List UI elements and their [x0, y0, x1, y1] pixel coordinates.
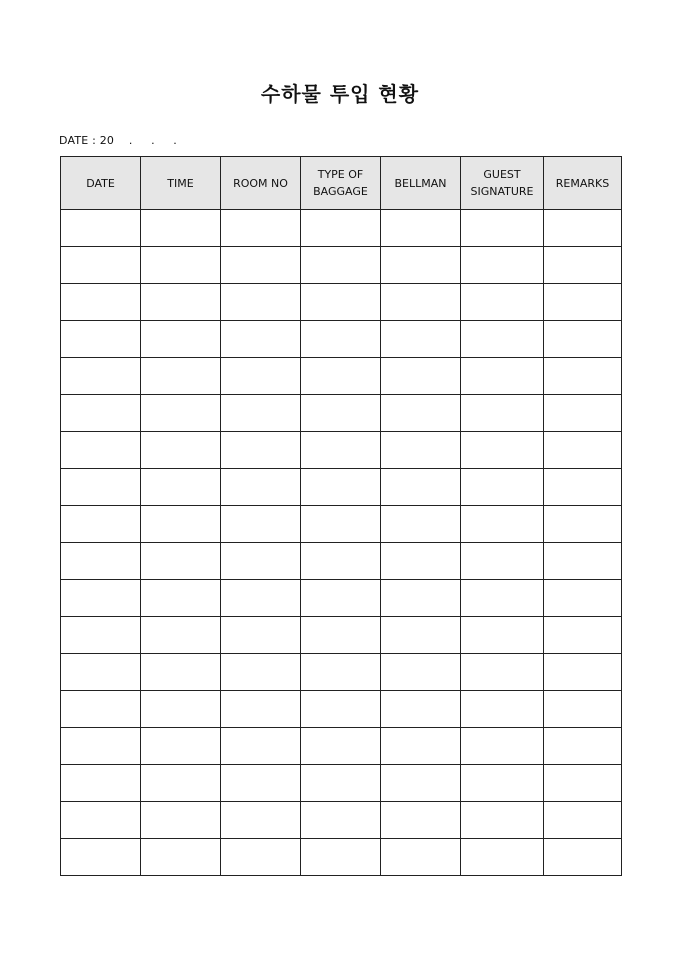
table-cell[interactable]: [301, 839, 381, 876]
table-cell[interactable]: [61, 802, 141, 839]
table-row: [61, 432, 622, 469]
table-cell[interactable]: [544, 506, 622, 543]
table-cell[interactable]: [221, 839, 301, 876]
table-cell[interactable]: [301, 210, 381, 247]
table-cell[interactable]: [221, 210, 301, 247]
table-cell[interactable]: [221, 506, 301, 543]
table-row: [61, 691, 622, 728]
table-cell[interactable]: [381, 580, 461, 617]
table-row: [61, 802, 622, 839]
table-cell[interactable]: [141, 617, 221, 654]
column-header-remarks: REMARKS: [544, 157, 622, 210]
table-cell[interactable]: [221, 247, 301, 284]
table-row: [61, 284, 622, 321]
table-cell[interactable]: [381, 691, 461, 728]
table-cell[interactable]: [221, 395, 301, 432]
table-cell[interactable]: [141, 765, 221, 802]
table-cell[interactable]: [141, 395, 221, 432]
column-header-guest-signature: GUEST SIGNATURE: [461, 157, 544, 210]
table-cell[interactable]: [461, 617, 544, 654]
table-row: [61, 395, 622, 432]
table-cell[interactable]: [461, 247, 544, 284]
table-cell[interactable]: [544, 469, 622, 506]
baggage-table: [60, 156, 622, 876]
table-row: [61, 654, 622, 691]
table-cell[interactable]: [301, 654, 381, 691]
table-cell[interactable]: [221, 321, 301, 358]
table-cell[interactable]: [221, 469, 301, 506]
table-cell[interactable]: [61, 543, 141, 580]
table-body: [61, 210, 622, 876]
table-cell[interactable]: [544, 432, 622, 469]
table-cell[interactable]: [141, 839, 221, 876]
table-row: [61, 839, 622, 876]
table-cell[interactable]: [61, 506, 141, 543]
table-cell[interactable]: [61, 617, 141, 654]
table-cell[interactable]: [544, 284, 622, 321]
table-cell[interactable]: [461, 839, 544, 876]
table-cell[interactable]: [461, 321, 544, 358]
table-cell[interactable]: [301, 321, 381, 358]
table-cell[interactable]: [221, 617, 301, 654]
table-cell[interactable]: [381, 839, 461, 876]
table-cell[interactable]: [544, 654, 622, 691]
table-cell[interactable]: [141, 469, 221, 506]
page-title: 수하물 투입 현황: [260, 82, 420, 106]
table-cell[interactable]: [141, 247, 221, 284]
table-row: [61, 617, 622, 654]
table-cell[interactable]: [461, 654, 544, 691]
table-cell[interactable]: [381, 728, 461, 765]
table-cell[interactable]: [381, 506, 461, 543]
table-cell[interactable]: [221, 765, 301, 802]
table-cell[interactable]: [544, 802, 622, 839]
table-cell[interactable]: [301, 506, 381, 543]
table-cell[interactable]: [544, 395, 622, 432]
table-cell[interactable]: [301, 691, 381, 728]
table-cell[interactable]: [221, 358, 301, 395]
table-cell[interactable]: [141, 506, 221, 543]
table-cell[interactable]: [61, 691, 141, 728]
table-cell[interactable]: [381, 321, 461, 358]
table-cell[interactable]: [381, 469, 461, 506]
table-cell[interactable]: [461, 284, 544, 321]
table-cell[interactable]: [141, 654, 221, 691]
table-cell[interactable]: [61, 654, 141, 691]
table-cell[interactable]: [301, 617, 381, 654]
table-cell[interactable]: [141, 802, 221, 839]
table-row: [61, 469, 622, 506]
table-cell[interactable]: [221, 543, 301, 580]
table-cell[interactable]: [301, 247, 381, 284]
table-cell[interactable]: [61, 247, 141, 284]
table-cell[interactable]: [544, 691, 622, 728]
table-cell[interactable]: [301, 469, 381, 506]
table-cell[interactable]: [461, 395, 544, 432]
table-cell[interactable]: [301, 284, 381, 321]
table-cell[interactable]: [381, 395, 461, 432]
table-cell[interactable]: [141, 321, 221, 358]
table-cell[interactable]: [381, 210, 461, 247]
table-cell[interactable]: [461, 506, 544, 543]
table-cell[interactable]: [61, 358, 141, 395]
table-cell[interactable]: [61, 395, 141, 432]
column-header-type-of-baggage: TYPE OF BAGGAGE: [301, 157, 381, 210]
table-cell[interactable]: [61, 839, 141, 876]
table-row: [61, 210, 622, 247]
date-line: DATE : 20 . . .: [59, 134, 177, 147]
table-cell[interactable]: [61, 210, 141, 247]
table-cell[interactable]: [461, 728, 544, 765]
table-cell[interactable]: [301, 432, 381, 469]
table-cell[interactable]: [461, 543, 544, 580]
table-cell[interactable]: [61, 728, 141, 765]
table-cell[interactable]: [221, 691, 301, 728]
table-cell[interactable]: [141, 728, 221, 765]
table-row: [61, 580, 622, 617]
table-cell[interactable]: [221, 580, 301, 617]
table-row: [61, 765, 622, 802]
table-cell[interactable]: [61, 284, 141, 321]
table-cell[interactable]: [301, 543, 381, 580]
table-cell[interactable]: [141, 284, 221, 321]
table-cell[interactable]: [544, 728, 622, 765]
table-cell[interactable]: [61, 765, 141, 802]
table-cell[interactable]: [544, 358, 622, 395]
table-cell[interactable]: [221, 802, 301, 839]
table-cell[interactable]: [301, 802, 381, 839]
table-cell[interactable]: [461, 432, 544, 469]
table-cell[interactable]: [544, 247, 622, 284]
table-cell[interactable]: [141, 432, 221, 469]
table-cell[interactable]: [381, 765, 461, 802]
table-cell[interactable]: [461, 469, 544, 506]
table-cell[interactable]: [544, 617, 622, 654]
table-cell[interactable]: [141, 358, 221, 395]
table-cell[interactable]: [544, 765, 622, 802]
table-row: [61, 321, 622, 358]
table-cell[interactable]: [461, 765, 544, 802]
table-cell[interactable]: [381, 247, 461, 284]
column-header-room-no: ROOM NO: [221, 157, 301, 210]
table-cell[interactable]: [544, 839, 622, 876]
table-cell[interactable]: [461, 210, 544, 247]
table-cell[interactable]: [301, 395, 381, 432]
column-header-time: TIME: [141, 157, 221, 210]
table-cell[interactable]: [301, 765, 381, 802]
table-cell[interactable]: [61, 432, 141, 469]
table-cell[interactable]: [381, 358, 461, 395]
table-cell[interactable]: [544, 543, 622, 580]
table-cell[interactable]: [301, 728, 381, 765]
table-row: [61, 728, 622, 765]
table-header-row: [61, 157, 622, 210]
table-cell[interactable]: [61, 321, 141, 358]
table-cell[interactable]: [221, 654, 301, 691]
table-cell[interactable]: [381, 543, 461, 580]
table-cell[interactable]: [461, 802, 544, 839]
table-cell[interactable]: [221, 432, 301, 469]
table-cell[interactable]: [461, 358, 544, 395]
column-header-bellman: BELLMAN: [381, 157, 461, 210]
table-cell[interactable]: [381, 802, 461, 839]
table-cell[interactable]: [381, 284, 461, 321]
table-cell[interactable]: [141, 580, 221, 617]
table-cell[interactable]: [381, 432, 461, 469]
table-cell[interactable]: [301, 580, 381, 617]
table-cell[interactable]: [141, 691, 221, 728]
table-cell[interactable]: [461, 691, 544, 728]
table-row: [61, 247, 622, 284]
table-cell[interactable]: [381, 617, 461, 654]
table-cell[interactable]: [544, 580, 622, 617]
table-cell[interactable]: [544, 210, 622, 247]
table-cell[interactable]: [301, 358, 381, 395]
table-cell[interactable]: [221, 284, 301, 321]
table-cell[interactable]: [544, 321, 622, 358]
table-cell[interactable]: [141, 210, 221, 247]
column-header-date: DATE: [61, 157, 141, 210]
table-row: [61, 506, 622, 543]
table-cell[interactable]: [61, 580, 141, 617]
table-cell[interactable]: [461, 580, 544, 617]
table-cell[interactable]: [381, 654, 461, 691]
table-row: [61, 543, 622, 580]
table-cell[interactable]: [141, 543, 221, 580]
table-cell[interactable]: [61, 469, 141, 506]
table-cell[interactable]: [221, 728, 301, 765]
table-row: [61, 358, 622, 395]
